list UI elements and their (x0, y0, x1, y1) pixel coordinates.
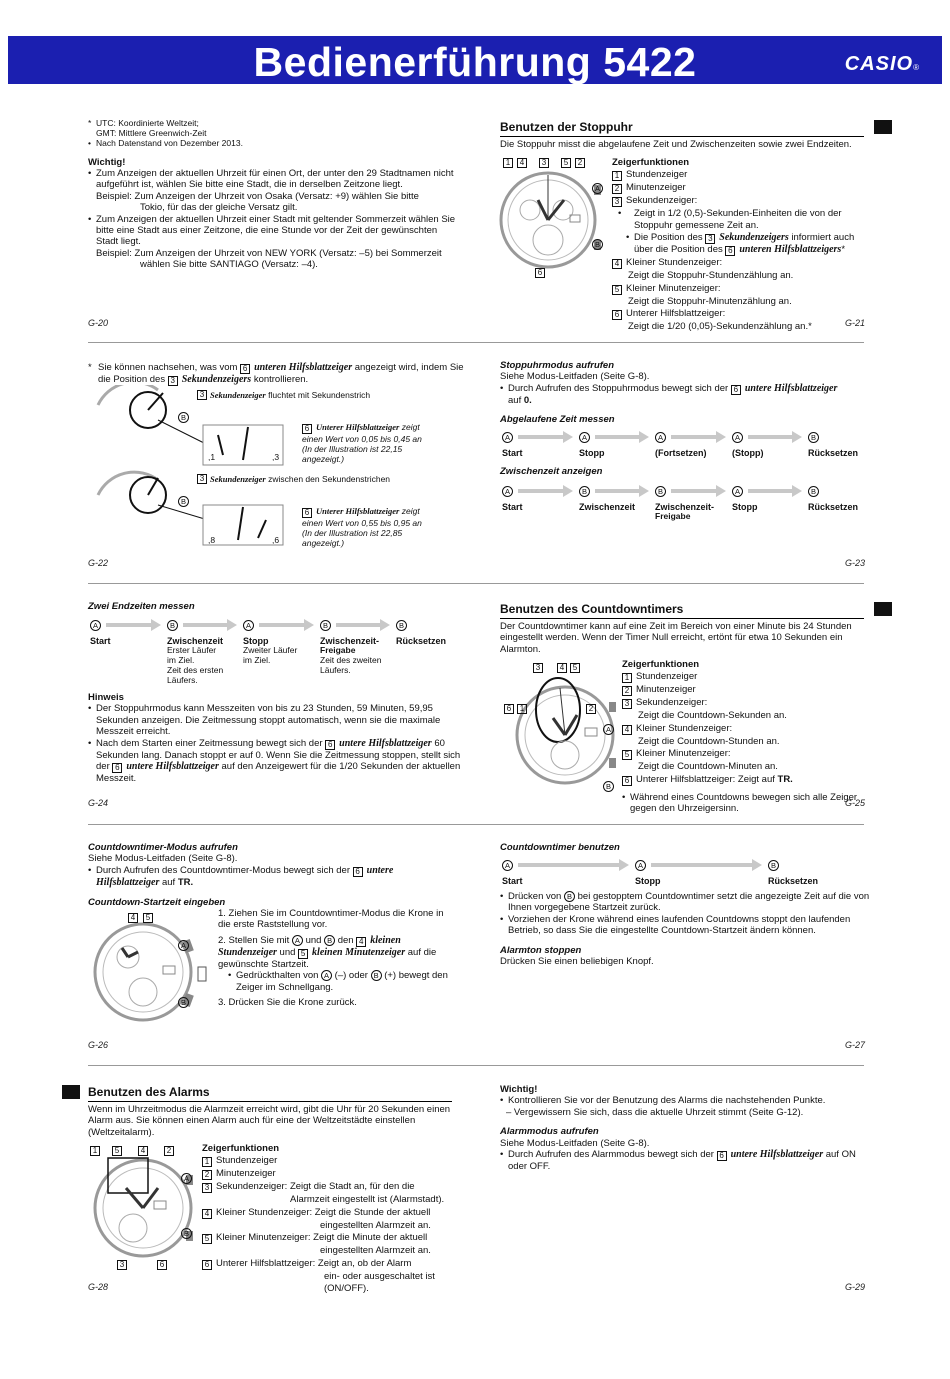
dial-value-right: ,6 (272, 535, 280, 545)
button-a-label: A (592, 183, 603, 194)
example-newyork: Beispiel: Zum Anzeigen der Uhrzeit von NEW YORK (Versatz: –5) bei Sommerzeit (96, 247, 442, 259)
page-number: G-23 (845, 558, 866, 568)
button-b-label: B (178, 997, 189, 1008)
alarm-hand-functions: Zeigerfunktionen 1 Stundenzeiger 2 Minutenzeiger 3 Sekundenzeiger: Zeigt die Stadt an, für den die Alarmzeit eingestellt ist (Alarmstadt). 4 Kleiner Stundenzeiger: Zeigt die Stunde der aktuell eingestellten Alarmzeit an. 5 Kleiner Minutenzeiger: Zeigt die Minute der aktuell eingestellten Alarmzeit an. 6 Unterer Hilfsblattzeiger: Zeigt an, ob der Alarm ein- oder ausgeschaltet ist (ON/OFF). (202, 1143, 462, 1295)
flow-step-label: Start (502, 502, 523, 512)
g27-content: • Drücken von B bei gestopptem Countdowntimer setzt die angezeigte Zeit auf die von Ihnen vorgegebene Startzeit zurück. • Vorziehen der Krone während eines laufenden Countdowns stoppt den laufenden Betrieb, so dass Sie die eingestellte Countdown-Startzeit ändern können. Alarmton stoppen Drücken Sie einen beliebigen Knopf. (500, 891, 870, 967)
page-number: G-29 (845, 1282, 866, 1292)
flow-step-label: Rücksetzen (808, 448, 859, 458)
flow-step-label: Stopp (243, 636, 269, 646)
wichtig-heading: Wichtig! (88, 156, 126, 168)
flow-step (167, 620, 224, 685)
flow-step (768, 860, 819, 886)
page-number: G-28 (88, 1282, 109, 1292)
flow-arrow (518, 486, 573, 496)
section-title-countdown: Benutzen des Countdowntimers (500, 602, 864, 619)
flow-button-label: A (502, 486, 513, 497)
page-number: G-27 (845, 1040, 866, 1050)
hand-3: Sekundenzeiger: (626, 195, 698, 207)
hand-3-desc-a: • Zeigt in 1/2 (0,5)-Sekunden-Einheiten die von der Stoppuhr gemessene Zeit an. (618, 208, 872, 231)
flow-arrow (595, 432, 649, 442)
flow-arrow (595, 486, 649, 496)
flow-step (579, 432, 605, 458)
flow-arrow (106, 620, 161, 630)
heading-enter-alarm: Alarmmodus aufrufen (500, 1126, 599, 1138)
button-b-label: B (178, 496, 189, 507)
callout-1: 1 (517, 704, 527, 714)
row-separator (88, 583, 864, 584)
note-utc: UTC: Koordinierte Weltzeit; (96, 118, 199, 128)
flow-step-label: Start (502, 876, 523, 886)
flow-step-label: Start (502, 448, 523, 458)
button-a-label: A (181, 1173, 192, 1184)
example-osaka-cont: Tokio, für das der gleiche Versatz gilt. (140, 202, 298, 214)
flow-two-end-times (88, 620, 458, 690)
flow-step-label: Stopp (635, 876, 661, 886)
flow-arrow (183, 620, 237, 630)
flow-button-label: A (243, 620, 254, 631)
section-marker (874, 120, 892, 134)
flow-split (500, 486, 870, 526)
heading-use-countdown: Countdowntimer benutzen (500, 842, 620, 853)
callout-4: 4 (557, 663, 567, 673)
flow-step (732, 432, 764, 458)
note-date: • Nach Datenstand von Dezember 2013. (88, 138, 458, 148)
flow-button-label: B (655, 486, 666, 497)
heading-split: Zwischenzeit anzeigen (500, 466, 603, 477)
section-title-stopwatch: Benutzen der Stoppuhr (500, 120, 864, 137)
flow-step-note: im Ziel. (243, 655, 271, 665)
callout-6: 6 (504, 704, 514, 714)
note-gmt: GMT: Mittlere Greenwich-Zeit (96, 128, 207, 139)
hand-6-desc: Zeigt die 1/20 (0,05)-Sekundenzählung an.* (628, 320, 812, 332)
bullet-city-same-zone: • Zum Anzeigen der aktuellen Uhrzeit für einen Ort, der unter den 29 Stadtnamen nicht aufgeführt ist, wählen Sie bitte eine Stadt, die in derselben Zeitzone liegt. (88, 168, 458, 191)
row-separator (88, 1065, 864, 1066)
flow-arrow (671, 432, 726, 442)
g23-content (500, 360, 870, 426)
flow-countdown (500, 860, 870, 890)
countdown-set-steps (218, 908, 458, 1008)
page-number: G-22 (88, 558, 109, 568)
flow-button-label: A (655, 432, 666, 443)
callout-4: 4 (517, 158, 527, 168)
flow-button-label: A (635, 860, 646, 871)
flow-step-note: Erster Läufer (167, 645, 217, 655)
callout-5: 5 (112, 1146, 122, 1156)
flow-step-note: Läufers. (320, 665, 351, 675)
flow-step (243, 620, 298, 665)
flow-step-note: Freigabe (655, 511, 691, 521)
g29-content: Wichtig! • Kontrollieren Sie vor der Benutzung des Alarms die nachstehenden Punkte. – Vergewissern Sie sich, dass die aktuelle Uhrzeit stimmt (Seite G-12). Alarmmodus aufrufen Siehe Modus-Leitfaden (Seite G-8). • Durch Aufrufen des Alarmmodus bewegt sich der 6 untere Hilfsblattzeiger auf ON oder OFF. (500, 1084, 870, 1172)
flow-arrow (259, 620, 314, 630)
callout-2: 2 (586, 704, 596, 714)
section-marker (874, 602, 892, 616)
flow-button-label: A (732, 432, 743, 443)
stopwatch-watch-illustration (498, 155, 610, 280)
flow-step (320, 620, 382, 675)
flow-step-label: Zwischenzeit- (320, 636, 380, 646)
callout-5: 5 (143, 913, 153, 923)
page-g20: * UTC: Koordinierte Weltzeit; GMT: Mittlere Greenwich-Zeit • Nach Datenstand von Dezember 2013. Wichtig! • Zum Anzeigen der aktuellen Uhrzeit für einen Ort, der unter den 29 Stadtnamen nicht aufgeführt ist, wählen Sie bitte eine Stadt, die in derselben Zeitzone liegt. Beispiel: Zum Anzeigen der Uhrzeit von Osaka (Versatz: +9) wählen Sie bitte Tokio, für das der gleiche Versatz gilt. • Zum Anzeigen der aktuellen Uhrzeit einer Stadt mit geltender Sommerzeit wählen Sie bitte eine Stadt aus einer Zeitzone, die eine Stunde vor der Zeit der gewünschten Stadt liegt. Beispiel: Zum Anzeigen der Uhrzeit von NEW YORK (Versatz: –5) bei Sommerzeit wählen Sie bitte SANTIAGO (Versatz: –4). (88, 118, 458, 270)
wichtig-heading: Wichtig! (500, 1084, 538, 1095)
flow-button-label: A (502, 860, 513, 871)
callout-3: 3 (197, 474, 207, 484)
flow-step (808, 432, 859, 458)
registered-mark: ® (913, 63, 920, 72)
step-3: 3. Drücken Sie die Krone zurück. (218, 996, 357, 1008)
callout-6: 6 (157, 1260, 167, 1270)
flow-button-label: B (579, 486, 590, 497)
alarm-watch-illustration (88, 1143, 203, 1273)
hand-functions-title: Zeigerfunktionen (622, 659, 700, 670)
flow-step-note: Zweiter Läufer (243, 645, 298, 655)
countdown-watch-illustration (505, 660, 620, 790)
stopwatch-intro: Die Stoppuhr misst die abgelaufene Zeit und Zwischenzeiten sowie zwei Endzeiten. (500, 139, 852, 150)
flow-step-note: Läufers. (167, 675, 198, 685)
flow-arrow (336, 620, 390, 630)
heading-enter-countdown: Countdowntimer-Modus aufrufen (88, 842, 238, 853)
flow-step-label: (Fortsetzen) (655, 448, 707, 458)
g26-content: Countdowntimer-Modus aufrufen Siehe Modus-Leitfaden (Seite G-8). • Durch Aufrufen des Countdowntimer-Modus bewegt sich der 6 untere Hilfsblattzeiger auf TR. Countdown-Startzeit eingeben (88, 842, 458, 908)
flow-step-label: Zwischenzeit (167, 636, 224, 646)
flow-step (90, 620, 111, 646)
sub-dial-note: * Sie können nachsehen, was vom 6 unteren Hilfsblattzeiger angezeigt wird, indem Sie die Position des 3 Sekundenzeigers kontrollieren. (88, 362, 464, 385)
alarm-intro: Wenn im Uhrzeitmodus die Alarmzeit erreicht wird, gibt die Uhr für 20 Sekunden einen Alarm aus. Sie können einen Alarm auch für eine der Weltzeitstädte einstellen (Weltzeitalarm). (88, 1104, 451, 1138)
flow-step-label: (Stopp) (732, 448, 764, 458)
flow-step-note: Freigabe (320, 645, 356, 655)
flow-step-label: Rücksetzen (768, 876, 819, 886)
callout-6: 6 (535, 268, 545, 278)
step-2-note: • Gedrückthalten von A (–) oder B (+) bewegt den Zeiger im Schnellgang. (228, 970, 458, 993)
row-separator (88, 824, 864, 825)
page-number: G-26 (88, 1040, 109, 1050)
flow-arrow (748, 432, 802, 442)
flow-step (732, 486, 758, 512)
flow-step (396, 620, 447, 646)
row-separator (88, 342, 864, 343)
hand-4: Kleiner Stundenzeiger: (626, 257, 723, 269)
stopwatch-hand-functions: Zeigerfunktionen 1 Stundenzeiger 2 Minutenzeiger 3 Sekundenzeiger: • Zeigt in 1/2 (0,5)-Sekunden-Einheiten die von der Stoppuhr gemessene Zeit an. • Die Position des 3 Sekundenzeigers informiert auch über die Position des 6 unteren Hilfsblattzeigers* 4 Kleiner Stundenzeiger: Zeigt die Stoppuhr-Stundenzählung an. 5 Kleiner Minutenzeiger: Zeigt die Stoppuhr-Minutenzählung an. 6 Unterer Hilfsblattzeiger: Zeigt die 1/20 (0,05)-Sekundenzählung an.* (612, 157, 872, 333)
hinweis-bullet-1: • Der Stoppuhrmodus kann Messzeiten von bis zu 23 Stunden, 59 Minuten, 59,95 Sekunden anzeigen. Die Zeitmessung stoppt automatisch, wenn sie die maximale Messzeit erreicht. (88, 703, 468, 737)
stopwatch-enter-note: • Durch Aufrufen des Stoppuhrmodus bewegt sich der 6 untere Hilfsblattzeiger auf 0. (500, 383, 870, 406)
hand-3-desc-b: • Die Position des 3 Sekundenzeigers informiert auch über die Position des 6 unteren Hilfsblattzeigers* (626, 232, 872, 256)
dial-value-left: ,1 (208, 452, 216, 462)
example-osaka: Beispiel: Zum Anzeigen der Uhrzeit von Osaka (Versatz: +9) wählen Sie bitte (96, 190, 419, 202)
caption-seconds-aligned: Sekundenzeiger fluchtet mit Sekundenstrich (210, 390, 371, 400)
flow-button-label: A (90, 620, 101, 631)
heading-stop-alarm: Alarmton stoppen (500, 944, 582, 956)
flow-button-label: A (579, 432, 590, 443)
page-number: G-25 (845, 798, 866, 808)
flow-arrow (748, 486, 802, 496)
flow-step-label: Zwischenzeit (579, 502, 636, 512)
flow-button-label: B (808, 486, 819, 497)
page-number: G-24 (88, 798, 109, 808)
caption-seconds-between: Sekundenzeiger zwischen den Sekundenstrichen (210, 474, 391, 484)
callout-2: 2 (164, 1146, 174, 1156)
callout-5: 5 (561, 158, 571, 168)
button-a-label: A (603, 724, 614, 735)
mode-guide-ref: Siehe Modus-Leitfaden (Seite G-8). (500, 371, 650, 383)
brand-name: CASIO (844, 53, 914, 75)
dial-value-right: ,3 (272, 452, 280, 462)
flow-step-note: im Ziel. (167, 655, 195, 665)
flow-step (635, 860, 661, 886)
page-number: G-21 (845, 318, 866, 328)
button-a-label: A (178, 940, 189, 951)
step-2: 2. Stellen Sie mit A und B den 4 kleinen Stundenzeiger und 5 kleinen Minutenzeiger auf die gewünschte Startzeit. (218, 934, 437, 970)
step-1: 1. Ziehen Sie im Countdowntimer-Modus die Krone in die erste Raststellung vor. (218, 908, 444, 931)
flow-button-label: B (320, 620, 331, 631)
flow-step (808, 486, 859, 512)
flow-step-label: Stopp (579, 448, 605, 458)
flow-step (579, 486, 636, 512)
callout-3: 3 (197, 390, 207, 400)
countdown-hand-functions: Zeigerfunktionen 1 Stundenzeiger 2 Minutenzeiger 3 Sekundenzeiger: Zeigt die Countdown-Sekunden an. 4 Kleiner Stundenzeiger: Zeigt die Countdown-Stunden an. 5 Kleiner Minutenzeiger: Zeigt die Countdown-Minuten an. 6 Unterer Hilfsblattzeiger: Zeigt auf TR. • Während eines Countdowns bewegen sich alle Zeiger gegen den Uhrzeigersinn. (622, 659, 872, 815)
flow-step (655, 486, 715, 521)
flow-step (502, 860, 523, 886)
flow-arrow (518, 860, 629, 870)
countdown-direction-note: • Während eines Countdowns bewegen sich alle Zeiger gegen den Uhrzeigersinn. (622, 792, 872, 815)
heading-elapsed: Abgelaufene Zeit messen (500, 414, 615, 426)
callout-3: 3 (539, 158, 549, 168)
callout-3: 3 (117, 1260, 127, 1270)
bullet-dst: • Zum Anzeigen der aktuellen Uhrzeit einer Stadt mit geltender Sommerzeit wählen Sie bitte eine Stadt aus einer Zeitzone, die eine Stunde vor der Zeit der gewünschten Stadt liegt. (88, 214, 458, 248)
callout-2: 2 (575, 158, 585, 168)
dial-value-left: ,8 (208, 535, 216, 545)
heading-two-end-times: Zwei Endzeiten messen (88, 601, 195, 612)
callout-4: 4 (138, 1146, 148, 1156)
flow-button-label: A (502, 432, 513, 443)
callout-1: 1 (503, 158, 513, 168)
section-marker (62, 1085, 80, 1099)
hand-functions-title: Zeigerfunktionen (612, 157, 690, 168)
caption-subdial-b: 6 Unterer Hilfsblattzeiger zeigt einen Wert von 0,55 bis 0,95 an (In der Illustration ist 22,85 angezeigt.) (302, 506, 422, 549)
caption-subdial-a: 6 Unterer Hilfsblattzeiger zeigt einen Wert von 0,05 bis 0,45 an (In der Illustration ist 22,15 angezeigt.) (302, 422, 422, 465)
flow-button-label: B (396, 620, 407, 631)
flow-step-note: Zeit des ersten (167, 665, 224, 675)
hand-1: Stundenzeiger (626, 169, 688, 181)
hinweis-heading: Hinweis (88, 692, 124, 703)
flow-arrow (651, 860, 762, 870)
example-newyork-cont: wählen Sie bitte SANTIAGO (Versatz: –4). (140, 259, 318, 271)
section-title-alarm: Benutzen des Alarms (88, 1085, 452, 1102)
button-b-label: B (178, 412, 189, 423)
flow-step-label: Rücksetzen (808, 502, 859, 512)
flow-step-label: Start (90, 636, 111, 646)
heading-countdown-start: Countdown-Startzeit eingeben (88, 896, 226, 908)
countdown-intro: Der Countdowntimer kann auf eine Zeit im Bereich von einer Minute bis 24 Stunden eingestellt werden. Wenn der Timer Null erreicht, ertönt für etwa 10 Sekunden ein Alarmton. (500, 621, 852, 655)
flow-step-label: Rücksetzen (396, 636, 447, 646)
brand-logo (845, 52, 920, 76)
button-b-label: B (592, 239, 603, 250)
callout-5: 5 (570, 663, 580, 673)
hand-2: Minutenzeiger (626, 182, 686, 194)
button-b-label: B (181, 1228, 192, 1239)
hinweis-bullet-2: • Nach dem Starten einer Zeitmessung bewegt sich der 6 untere Hilfsblattzeiger 60 Sekunden lang. Danach stoppt er auf 0. Wenn Sie die Zeitmessung stoppen, stellt sich der 6 untere Hilfsblattzeiger auf den Anzeigewert für die 1/20 Sekunden der aktuellen Messzeit. (88, 738, 468, 785)
flow-button-label: B (167, 620, 178, 631)
flow-step-note: Zeit des zweiten (320, 655, 382, 665)
flow-button-label: B (808, 432, 819, 443)
flow-step-label: Zwischenzeit- (655, 502, 715, 512)
flow-step (655, 432, 707, 458)
flow-button-label: B (768, 860, 779, 871)
callout-3: 3 (533, 663, 543, 673)
flow-step (502, 486, 523, 512)
flow-step (502, 432, 523, 458)
hand-4-desc: Zeigt die Stoppuhr-Stundenzählung an. (628, 270, 794, 282)
flow-arrow (671, 486, 726, 496)
hinweis-block (88, 692, 468, 784)
countdown-set-watch (88, 912, 218, 1027)
hand-5-desc: Zeigt die Stoppuhr-Minutenzählung an. (628, 295, 792, 307)
flow-button-label: A (732, 486, 743, 497)
hand-functions-title: Zeigerfunktionen (202, 1143, 280, 1154)
hand-6: Unterer Hilfsblattzeiger: (626, 307, 726, 319)
callout-1: 1 (90, 1146, 100, 1156)
callout-row (503, 157, 589, 168)
page-title: Bedienerführung 5422 (253, 39, 697, 85)
header-bar (8, 36, 942, 84)
flow-arrow (518, 432, 573, 442)
flow-step-label: Stopp (732, 502, 758, 512)
heading-enter-stopwatch: Stoppuhrmodus aufrufen (500, 360, 614, 371)
button-b-label: B (603, 781, 614, 792)
callout-4: 4 (128, 913, 138, 923)
hand-5: Kleiner Minutenzeiger: (626, 282, 721, 294)
page-number: G-20 (88, 318, 109, 328)
